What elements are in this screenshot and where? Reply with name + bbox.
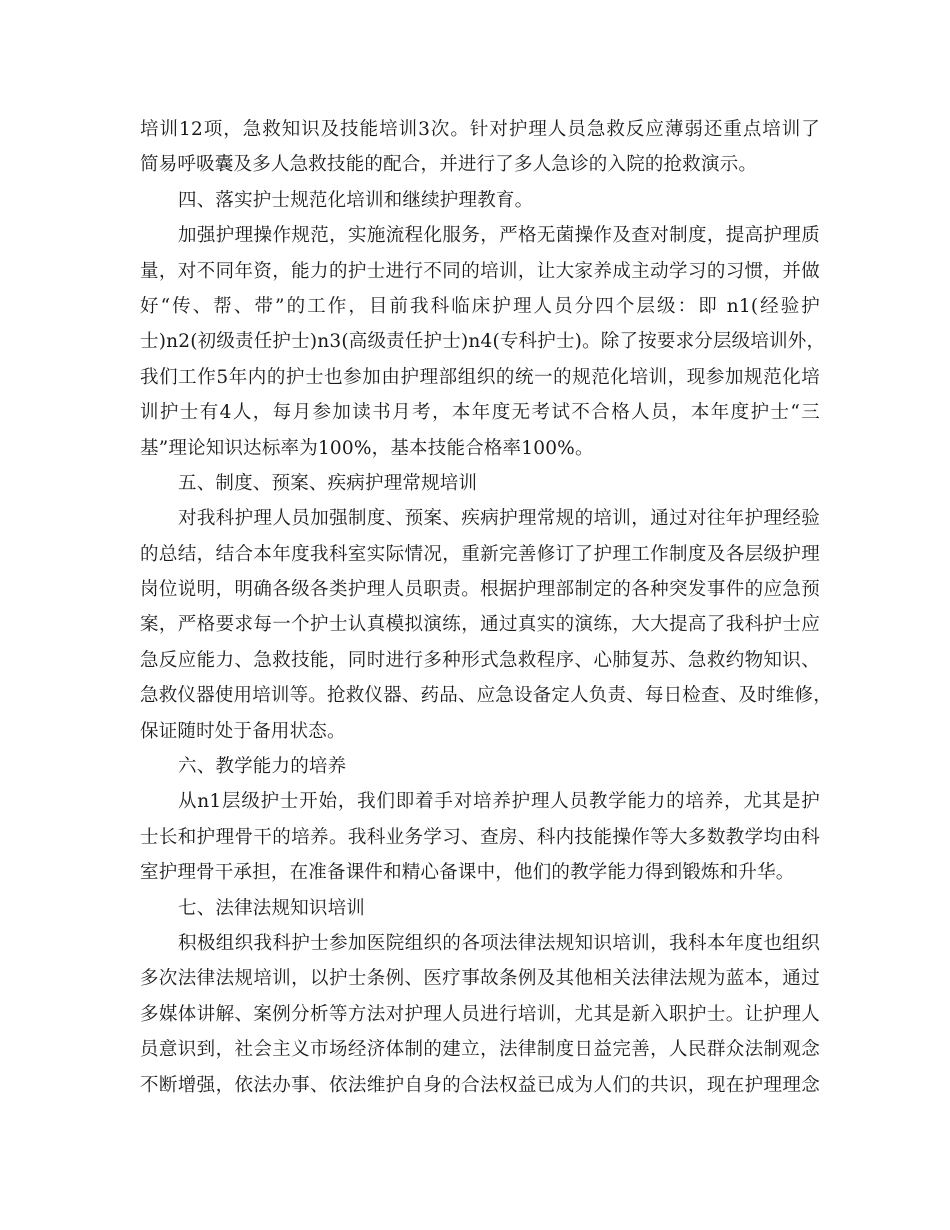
text-line: 四、落实护士规范化培训和继续护理教育。 <box>178 189 534 211</box>
document-body <box>140 112 832 1103</box>
text-line: 的总结，结合本年度我科室实际情况，重新完善修订了护理工作制度及各层级护理 <box>140 543 820 565</box>
text-line: 量，对不同年资，能力的护士进行不同的培训，让大家养成主动学习的习惯，并做 <box>140 260 820 282</box>
text-line: 岗位说明，明确各级各类护理人员职责。根据护理部制定的各种突发事件的应急预 <box>140 579 820 601</box>
text-line: 员意识到，社会主义市场经济体制的建立，法律制度日益完善，人民群众法制观念 <box>140 1039 820 1061</box>
text-line: 基”理论知识达标率为100%，基本技能合格率100%。 <box>140 437 594 459</box>
text-line: 积极组织我科护士参加医院组织的各项法律法规知识培训，我科本年度也组织 <box>178 932 820 954</box>
text-line: 从n1层级护士开始，我们即着手对培养护理人员教学能力的培养，尤其是护 <box>178 791 820 813</box>
text-line: 加强护理操作规范，实施流程化服务，严格无菌操作及查对制度，提高护理质 <box>178 225 820 247</box>
text-line: 简易呼吸囊及多人急救技能的配合，并进行了多人急诊的入院的抢救演示。 <box>140 154 758 176</box>
text-line: 五、制度、预案、疾病护理常规培训 <box>178 472 478 494</box>
text-line: 士)n2(初级责任护士)n3(高级责任护士)n4(专科护士)。除了按要求分层级培训外， <box>140 331 826 353</box>
text-line: 七、法律法规知识培训 <box>178 897 366 919</box>
text-line: 士长和护理骨干的培养。我科业务学习、查房、科内技能操作等大多数教学均由科 <box>140 826 820 848</box>
text-line: 不断增强，依法办事、依法维护自身的合法权益已成为人们的共识，现在护理理念 <box>140 1074 820 1096</box>
text-line: 培训12项，急救知识及技能培训3次。针对护理人员急救反应薄弱还重点培训了 <box>140 119 820 140</box>
text-line: 案，严格要求每一个护士认真模拟演练，通过真实的演练，大大提高了我科护士应 <box>140 614 820 636</box>
text-line: 室护理骨干承担，在准备课件和精心备课中，他们的教学能力得到锻炼和升华。 <box>140 862 795 884</box>
text-line: 保证随时处于备用状态。 <box>140 720 346 742</box>
text-line: 急救仪器使用培训等。抢救仪器、药品、应急设备定人负责、每日检查、及时维修， <box>140 685 832 707</box>
text-line: 训护士有4人，每月参加读书月考，本年度无考试不合格人员，本年度护士“三 <box>140 402 820 424</box>
text-line: 对我科护理人员加强制度、预案、疾病护理常规的培训，通过对往年护理经验 <box>178 508 820 530</box>
text-line: 急反应能力、急救技能，同时进行多种形式急救程序、心肺复苏、急救约物知识、 <box>140 649 820 671</box>
text-line: 多次法律法规培训，以护士条例、医疗事故条例及其他相关法律法规为蓝本，通过 <box>140 968 820 990</box>
text-line: 好“传、帮、带”的工作，目前我科临床护理人员分四个层级：即 n1(经验护 <box>140 295 820 317</box>
text-line: 六、教学能力的培养 <box>178 756 347 778</box>
text-line: 我们工作5年内的护士也参加由护理部组织的统一的规范化培训，现参加规范化培 <box>140 366 820 388</box>
text-line: 多媒体讲解、案例分析等方法对护理人员进行培训，尤其是新入职护士。让护理人 <box>140 1003 820 1025</box>
